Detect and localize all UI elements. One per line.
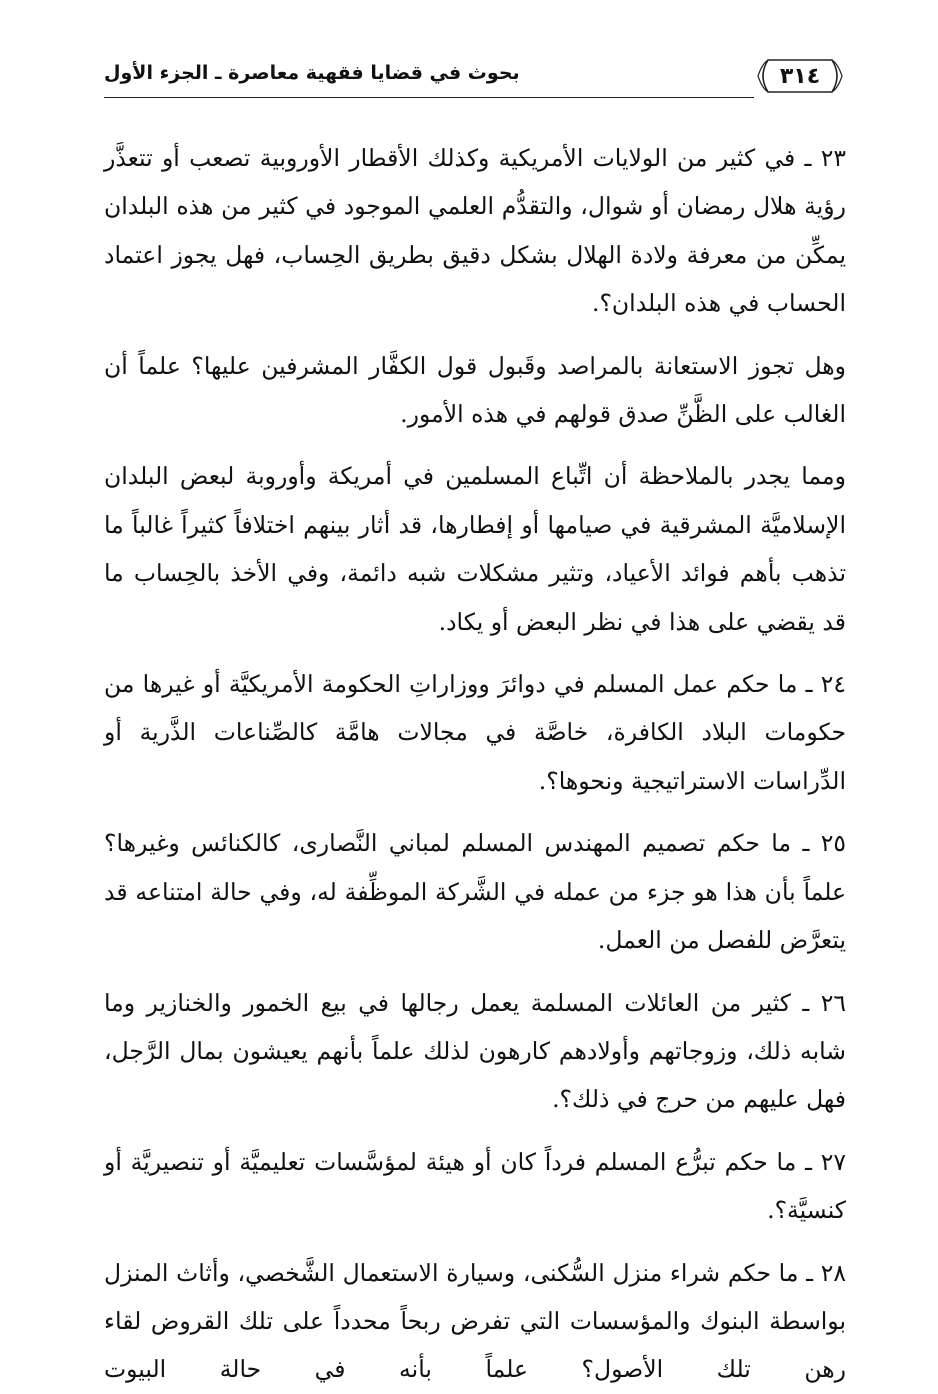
page-number: ٣١٤ bbox=[779, 63, 821, 89]
paragraph-q24: ٢٤ ـ ما حكم عمل المسلم في دوائرَ ووزاراتِ الحكومة الأمريكيَّة أو غيرها من حكومات البلاد الكافرة، خاصَّة في مجالات هامَّة كالصِّناعات الذَّرية أو الدِّراسات الاستراتيجية ونحوها؟. bbox=[104, 670, 846, 795]
page-number-badge bbox=[754, 56, 846, 96]
header-rule bbox=[104, 97, 754, 98]
paragraph-q23: ٢٣ ـ في كثير من الولايات الأمريكية وكذلك الأقطار الأوروبية تصعب أو تتعذَّر رؤية هلال رمضان أو شوال، والتقدُّم العلمي الموجود في كثير من هذه البلدان يمكِّن من معرفة ولادة الهلال بشكل دقيق بطريق الحِساب، فهل يجوز اعتماد الحساب في هذه البلدان؟. bbox=[104, 144, 846, 318]
body-text bbox=[104, 134, 846, 1394]
paragraph-q23-observatories: وهل تجوز الاستعانة بالمراصد وقَبول قول الكفَّار المشرفين عليها؟ علماً أن الغالب على الظَّنِّ صدق قولهم في هذه الأمور. bbox=[104, 351, 846, 429]
paragraph-q23-note: ومما يجدر بالملاحظة أن اتِّباع المسلمين في أمريكة وأوروبة لبعض البلدان الإسلاميَّة المشرقية في صيامها أو إفطارها، قد أثار بينهم اختلافاً كثيراً غالباً ما تذهب بأهم فوائد الأعياد، وتثير مشكلات شبه دائمة، وفي الأخذ بالحِساب ما قد يقضي على هذا في نظر البعض أو يكاد. bbox=[104, 462, 846, 636]
paragraph-q26: ٢٦ ـ كثير من العائلات المسلمة يعمل رجالها في بيع الخمور والخنازير وما شابه ذلك، وزوجاتهم وأولادهم كارهون لذلك علماً بأنهم يعيشون بمال الرَّجل، فهل عليهم من حرج في ذلك؟. bbox=[104, 988, 846, 1114]
paragraph-q25: ٢٥ ـ ما حكم تصميم المهندس المسلم لمباني النَّصارى، كالكنائس وغيرها؟ علماً بأن هذا هو جزء من عمله في الشَّركة الموظِّفة له، وفي حالة امتناعه قد يتعرَّض للفصل من العمل. bbox=[104, 829, 846, 955]
running-title: بحوث في قضايا فقهية معاصرة ـ الجزء الأول bbox=[104, 62, 520, 84]
paragraph-q28: ٢٨ ـ ما حكم شراء منزل السُّكنى، وسيارة الاستعمال الشَّخصي، وأثاث المنزل بواسطة البنوك والمؤسسات التي تفرض ربحاً محدداً على تلك القروض لقاء رهن تلك الأصول؟ علماً بأنه في حالة البيوت bbox=[104, 1258, 846, 1384]
paragraph-q27: ٢٧ ـ ما حكم تبرُّع المسلم فرداً كان أو هيئة لمؤسَّسات تعليميَّة أو تنصيريَّة أو كنسيَّة؟. bbox=[104, 1147, 846, 1225]
page-header bbox=[104, 56, 846, 104]
